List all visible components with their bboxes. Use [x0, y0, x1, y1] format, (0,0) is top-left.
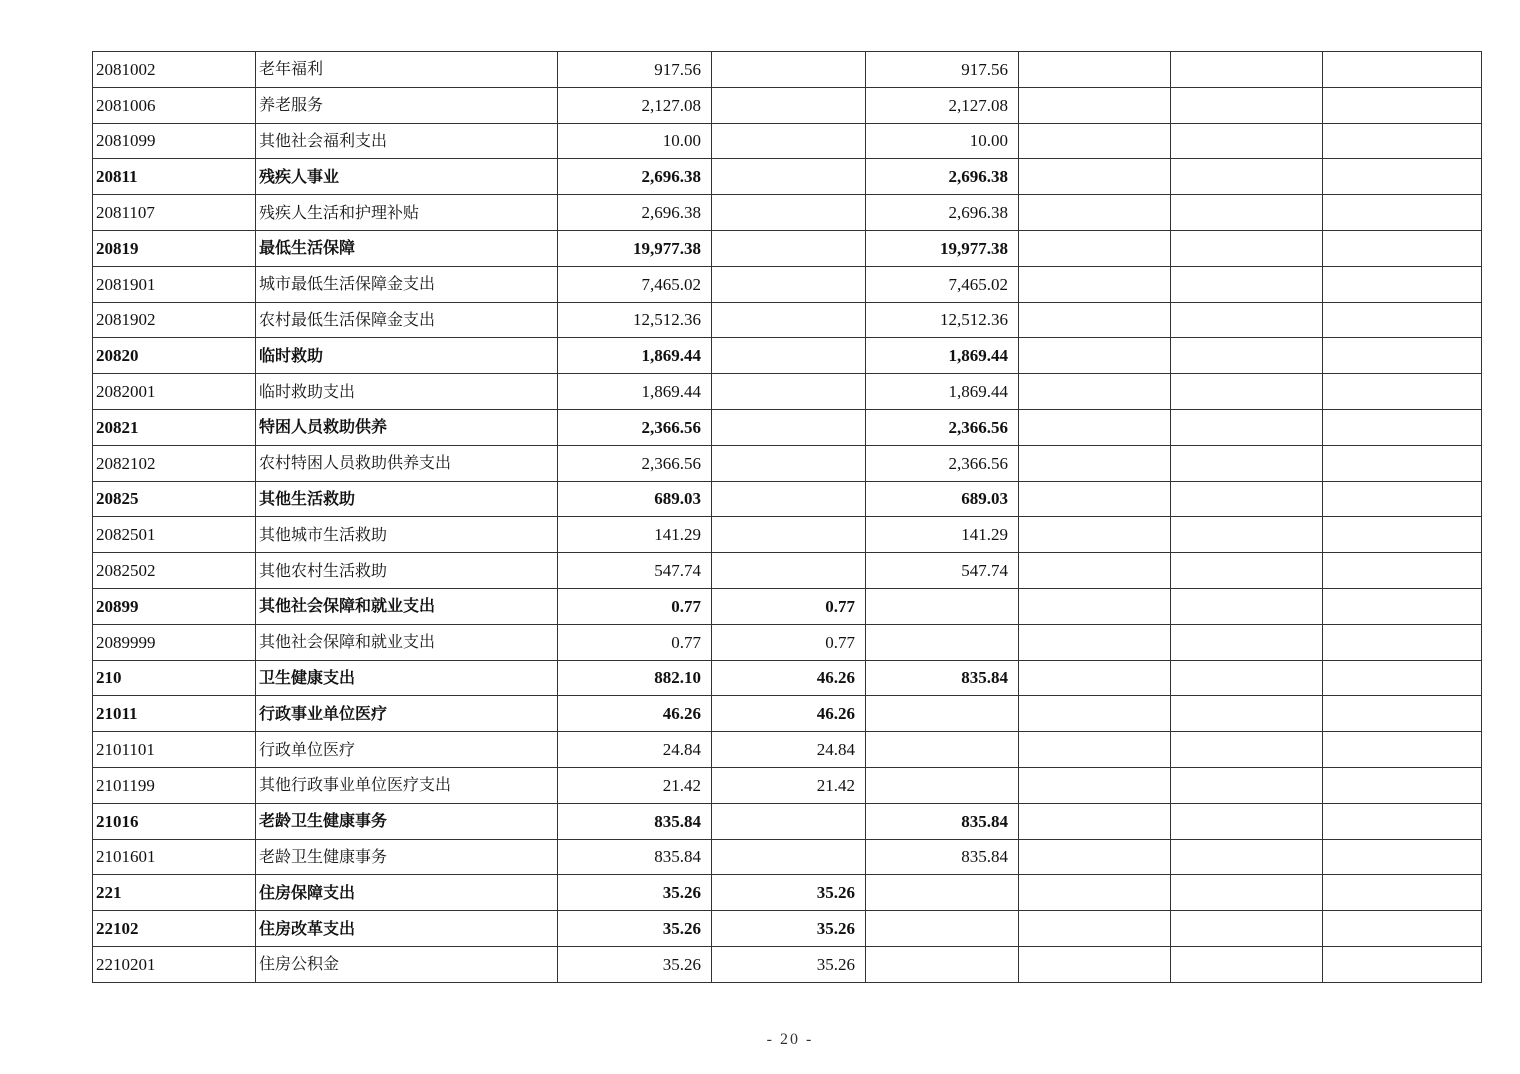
cell-col7 [1171, 374, 1323, 410]
cell-item-name: 其他农村生活救助 [256, 553, 558, 589]
cell-item-name: 其他社会福利支出 [256, 123, 558, 159]
cell-project-expenditure: 1,869.44 [866, 338, 1019, 374]
cell-item-name: 城市最低生活保障金支出 [256, 266, 558, 302]
cell-col7 [1171, 52, 1323, 88]
table-row [93, 159, 1482, 195]
table-row [93, 195, 1482, 231]
cell-total: 21.42 [558, 767, 712, 803]
cell-col6 [1019, 159, 1171, 195]
cell-basic-expenditure [712, 445, 866, 481]
cell-total: 7,465.02 [558, 266, 712, 302]
table-row [93, 696, 1482, 732]
cell-code: 2081902 [93, 302, 256, 338]
cell-code: 2101101 [93, 732, 256, 768]
cell-col8 [1323, 230, 1482, 266]
cell-col6 [1019, 803, 1171, 839]
cell-project-expenditure: 917.56 [866, 52, 1019, 88]
cell-item-name: 养老服务 [256, 87, 558, 123]
cell-basic-expenditure [712, 123, 866, 159]
cell-col7 [1171, 302, 1323, 338]
cell-col8 [1323, 660, 1482, 696]
cell-col7 [1171, 553, 1323, 589]
cell-code: 2081107 [93, 195, 256, 231]
cell-basic-expenditure: 0.77 [712, 624, 866, 660]
cell-code: 2101601 [93, 839, 256, 875]
cell-total: 1,869.44 [558, 374, 712, 410]
cell-basic-expenditure [712, 338, 866, 374]
cell-total: 19,977.38 [558, 230, 712, 266]
cell-col8 [1323, 266, 1482, 302]
cell-project-expenditure: 141.29 [866, 517, 1019, 553]
cell-project-expenditure: 2,696.38 [866, 195, 1019, 231]
cell-code: 20899 [93, 588, 256, 624]
cell-basic-expenditure [712, 803, 866, 839]
cell-col6 [1019, 696, 1171, 732]
cell-col6 [1019, 588, 1171, 624]
cell-code: 2081002 [93, 52, 256, 88]
cell-total: 46.26 [558, 696, 712, 732]
cell-code: 2082102 [93, 445, 256, 481]
cell-code: 2089999 [93, 624, 256, 660]
cell-col8 [1323, 87, 1482, 123]
cell-item-name: 老龄卫生健康事务 [256, 839, 558, 875]
table-row [93, 445, 1482, 481]
cell-code: 210 [93, 660, 256, 696]
cell-basic-expenditure [712, 195, 866, 231]
cell-col7 [1171, 588, 1323, 624]
cell-total: 882.10 [558, 660, 712, 696]
cell-project-expenditure [866, 911, 1019, 947]
cell-total: 2,696.38 [558, 159, 712, 195]
cell-basic-expenditure: 35.26 [712, 911, 866, 947]
cell-basic-expenditure [712, 87, 866, 123]
cell-col8 [1323, 553, 1482, 589]
cell-col7 [1171, 624, 1323, 660]
cell-col6 [1019, 553, 1171, 589]
cell-col8 [1323, 911, 1482, 947]
cell-basic-expenditure [712, 409, 866, 445]
cell-total: 2,366.56 [558, 409, 712, 445]
cell-col6 [1019, 123, 1171, 159]
cell-project-expenditure [866, 624, 1019, 660]
table-row [93, 660, 1482, 696]
cell-item-name: 临时救助支出 [256, 374, 558, 410]
cell-code: 221 [93, 875, 256, 911]
table-row [93, 767, 1482, 803]
table-row [93, 517, 1482, 553]
table-row [93, 481, 1482, 517]
cell-total: 0.77 [558, 624, 712, 660]
cell-project-expenditure [866, 875, 1019, 911]
cell-project-expenditure: 1,869.44 [866, 374, 1019, 410]
cell-project-expenditure [866, 696, 1019, 732]
cell-total: 1,869.44 [558, 338, 712, 374]
cell-col7 [1171, 445, 1323, 481]
cell-item-name: 其他城市生活救助 [256, 517, 558, 553]
cell-project-expenditure: 2,127.08 [866, 87, 1019, 123]
cell-col6 [1019, 517, 1171, 553]
cell-basic-expenditure [712, 481, 866, 517]
cell-col8 [1323, 52, 1482, 88]
cell-total: 35.26 [558, 946, 712, 982]
table-row [93, 875, 1482, 911]
table-row [93, 588, 1482, 624]
cell-item-name: 老龄卫生健康事务 [256, 803, 558, 839]
cell-code: 2081006 [93, 87, 256, 123]
cell-code: 22102 [93, 911, 256, 947]
cell-col7 [1171, 839, 1323, 875]
table-row [93, 123, 1482, 159]
cell-col7 [1171, 87, 1323, 123]
cell-col6 [1019, 660, 1171, 696]
cell-basic-expenditure: 21.42 [712, 767, 866, 803]
cell-project-expenditure [866, 732, 1019, 768]
cell-col7 [1171, 481, 1323, 517]
table-row [93, 732, 1482, 768]
cell-project-expenditure: 2,696.38 [866, 159, 1019, 195]
table-row [93, 803, 1482, 839]
cell-code: 2210201 [93, 946, 256, 982]
cell-col7 [1171, 732, 1323, 768]
table-row [93, 302, 1482, 338]
cell-item-name: 农村特困人员救助供养支出 [256, 445, 558, 481]
cell-col6 [1019, 195, 1171, 231]
cell-col7 [1171, 409, 1323, 445]
cell-col8 [1323, 409, 1482, 445]
cell-project-expenditure: 835.84 [866, 839, 1019, 875]
cell-col8 [1323, 338, 1482, 374]
cell-code: 21016 [93, 803, 256, 839]
cell-col6 [1019, 911, 1171, 947]
cell-item-name: 行政事业单位医疗 [256, 696, 558, 732]
cell-total: 689.03 [558, 481, 712, 517]
cell-total: 835.84 [558, 839, 712, 875]
cell-item-name: 住房改革支出 [256, 911, 558, 947]
cell-basic-expenditure [712, 553, 866, 589]
cell-basic-expenditure [712, 374, 866, 410]
cell-code: 20820 [93, 338, 256, 374]
cell-basic-expenditure [712, 517, 866, 553]
cell-col8 [1323, 445, 1482, 481]
cell-col6 [1019, 338, 1171, 374]
cell-basic-expenditure: 35.26 [712, 875, 866, 911]
cell-total: 835.84 [558, 803, 712, 839]
cell-col6 [1019, 52, 1171, 88]
cell-col7 [1171, 767, 1323, 803]
cell-item-name: 特困人员救助供养 [256, 409, 558, 445]
cell-col6 [1019, 732, 1171, 768]
cell-item-name: 老年福利 [256, 52, 558, 88]
cell-project-expenditure: 12,512.36 [866, 302, 1019, 338]
cell-col7 [1171, 123, 1323, 159]
cell-code: 2082501 [93, 517, 256, 553]
cell-project-expenditure: 7,465.02 [866, 266, 1019, 302]
cell-col8 [1323, 803, 1482, 839]
cell-item-name: 残疾人生活和护理补贴 [256, 195, 558, 231]
table-row [93, 946, 1482, 982]
page-number: - 20 - [766, 1031, 814, 1048]
cell-code: 21011 [93, 696, 256, 732]
budget-table [92, 51, 1482, 983]
table-row [93, 338, 1482, 374]
cell-code: 20825 [93, 481, 256, 517]
cell-col7 [1171, 875, 1323, 911]
cell-col8 [1323, 159, 1482, 195]
cell-total: 2,696.38 [558, 195, 712, 231]
cell-total: 35.26 [558, 911, 712, 947]
cell-basic-expenditure: 24.84 [712, 732, 866, 768]
cell-col6 [1019, 481, 1171, 517]
table-row [93, 87, 1482, 123]
cell-col7 [1171, 230, 1323, 266]
cell-project-expenditure: 19,977.38 [866, 230, 1019, 266]
cell-total: 10.00 [558, 123, 712, 159]
cell-col6 [1019, 374, 1171, 410]
cell-total: 917.56 [558, 52, 712, 88]
cell-basic-expenditure [712, 230, 866, 266]
cell-project-expenditure: 835.84 [866, 660, 1019, 696]
cell-col6 [1019, 767, 1171, 803]
cell-item-name: 其他社会保障和就业支出 [256, 624, 558, 660]
cell-col8 [1323, 839, 1482, 875]
cell-total: 2,127.08 [558, 87, 712, 123]
cell-col6 [1019, 230, 1171, 266]
cell-code: 20819 [93, 230, 256, 266]
cell-col6 [1019, 839, 1171, 875]
cell-item-name: 最低生活保障 [256, 230, 558, 266]
cell-project-expenditure [866, 767, 1019, 803]
cell-project-expenditure: 689.03 [866, 481, 1019, 517]
cell-total: 547.74 [558, 553, 712, 589]
cell-item-name: 其他生活救助 [256, 481, 558, 517]
table-row [93, 553, 1482, 589]
table-row [93, 230, 1482, 266]
cell-col8 [1323, 123, 1482, 159]
cell-basic-expenditure [712, 266, 866, 302]
cell-col7 [1171, 159, 1323, 195]
cell-col8 [1323, 481, 1482, 517]
cell-code: 2082502 [93, 553, 256, 589]
cell-item-name: 其他社会保障和就业支出 [256, 588, 558, 624]
cell-col8 [1323, 588, 1482, 624]
cell-col6 [1019, 87, 1171, 123]
cell-item-name: 住房公积金 [256, 946, 558, 982]
cell-col7 [1171, 660, 1323, 696]
table-row [93, 374, 1482, 410]
cell-col8 [1323, 732, 1482, 768]
cell-col8 [1323, 374, 1482, 410]
cell-code: 2081099 [93, 123, 256, 159]
cell-col6 [1019, 624, 1171, 660]
cell-col7 [1171, 803, 1323, 839]
cell-col6 [1019, 266, 1171, 302]
cell-col6 [1019, 875, 1171, 911]
cell-col7 [1171, 946, 1323, 982]
cell-project-expenditure: 547.74 [866, 553, 1019, 589]
cell-col6 [1019, 409, 1171, 445]
cell-basic-expenditure [712, 52, 866, 88]
cell-item-name: 临时救助 [256, 338, 558, 374]
cell-basic-expenditure [712, 159, 866, 195]
cell-col8 [1323, 767, 1482, 803]
cell-basic-expenditure: 46.26 [712, 660, 866, 696]
cell-col6 [1019, 946, 1171, 982]
table-row [93, 409, 1482, 445]
table-row [93, 839, 1482, 875]
cell-col8 [1323, 696, 1482, 732]
cell-item-name: 其他行政事业单位医疗支出 [256, 767, 558, 803]
cell-col7 [1171, 266, 1323, 302]
cell-col8 [1323, 624, 1482, 660]
cell-col8 [1323, 195, 1482, 231]
cell-col7 [1171, 195, 1323, 231]
cell-basic-expenditure [712, 839, 866, 875]
table-row [93, 911, 1482, 947]
cell-total: 24.84 [558, 732, 712, 768]
cell-col7 [1171, 696, 1323, 732]
cell-col8 [1323, 517, 1482, 553]
cell-col7 [1171, 517, 1323, 553]
cell-project-expenditure [866, 588, 1019, 624]
cell-total: 2,366.56 [558, 445, 712, 481]
cell-basic-expenditure: 35.26 [712, 946, 866, 982]
cell-total: 141.29 [558, 517, 712, 553]
cell-col7 [1171, 338, 1323, 374]
table-row [93, 52, 1482, 88]
cell-project-expenditure: 2,366.56 [866, 409, 1019, 445]
cell-col8 [1323, 875, 1482, 911]
cell-project-expenditure: 835.84 [866, 803, 1019, 839]
cell-item-name: 卫生健康支出 [256, 660, 558, 696]
cell-total: 0.77 [558, 588, 712, 624]
cell-col6 [1019, 302, 1171, 338]
cell-basic-expenditure [712, 302, 866, 338]
cell-total: 12,512.36 [558, 302, 712, 338]
cell-code: 2082001 [93, 374, 256, 410]
table-body [93, 52, 1482, 983]
cell-project-expenditure: 10.00 [866, 123, 1019, 159]
cell-col7 [1171, 911, 1323, 947]
cell-item-name: 行政单位医疗 [256, 732, 558, 768]
cell-project-expenditure: 2,366.56 [866, 445, 1019, 481]
table-row [93, 266, 1482, 302]
cell-item-name: 住房保障支出 [256, 875, 558, 911]
cell-code: 20821 [93, 409, 256, 445]
cell-code: 20811 [93, 159, 256, 195]
cell-col8 [1323, 302, 1482, 338]
cell-project-expenditure [866, 946, 1019, 982]
cell-basic-expenditure: 0.77 [712, 588, 866, 624]
cell-code: 2101199 [93, 767, 256, 803]
cell-col8 [1323, 946, 1482, 982]
cell-col6 [1019, 445, 1171, 481]
cell-total: 35.26 [558, 875, 712, 911]
cell-code: 2081901 [93, 266, 256, 302]
cell-item-name: 农村最低生活保障金支出 [256, 302, 558, 338]
table-row [93, 624, 1482, 660]
cell-item-name: 残疾人事业 [256, 159, 558, 195]
cell-basic-expenditure: 46.26 [712, 696, 866, 732]
